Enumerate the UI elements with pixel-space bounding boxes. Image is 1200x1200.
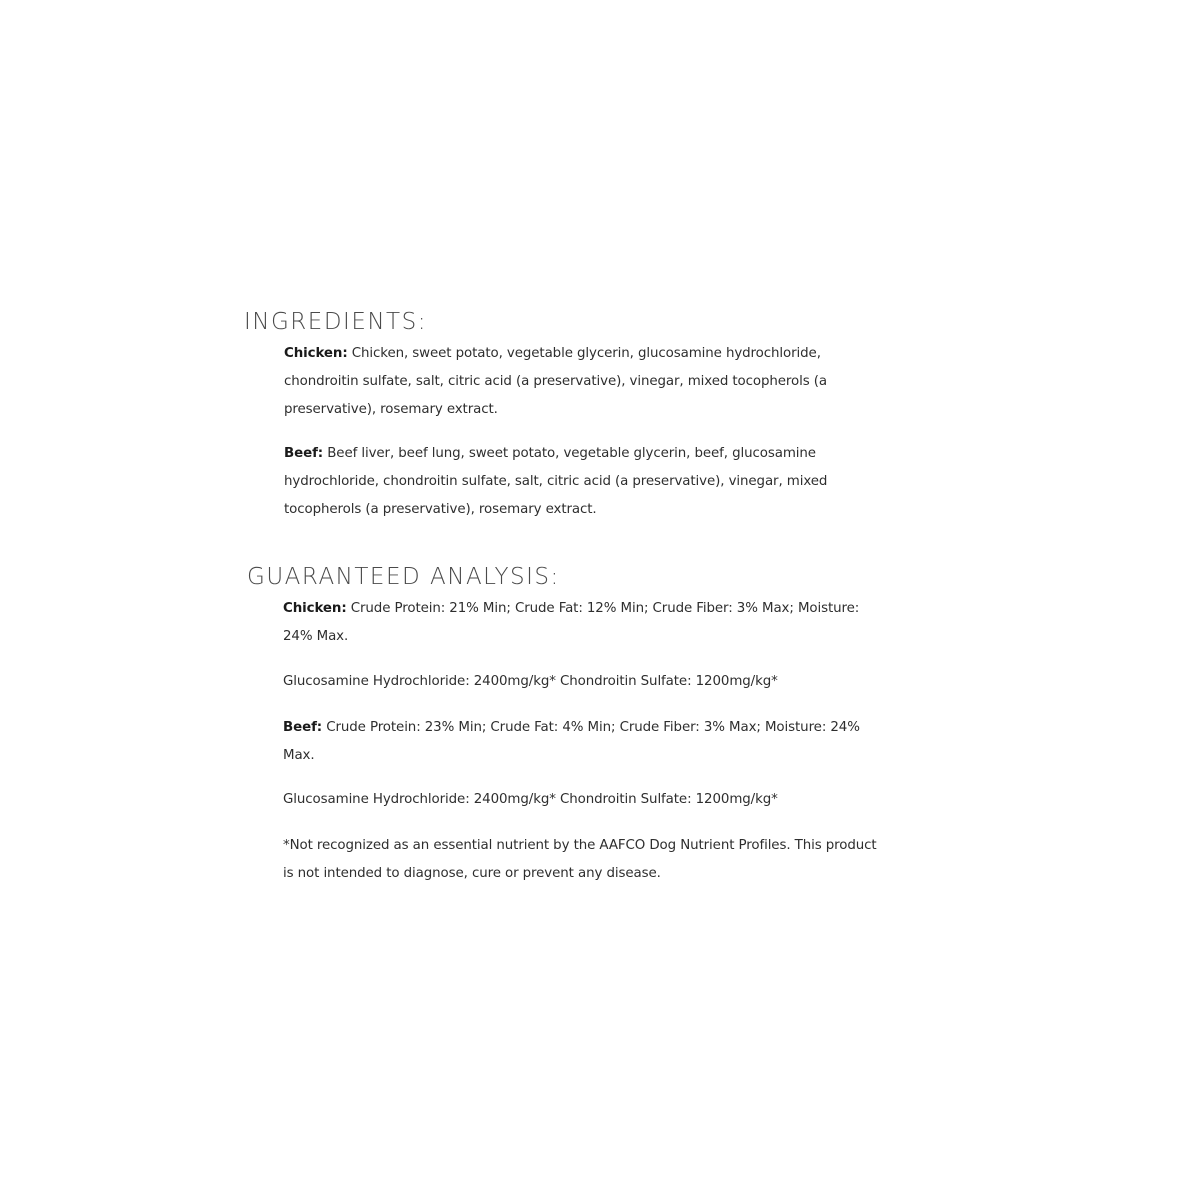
analysis-beef-paragraph: [283, 714, 883, 770]
analysis-chicken-text: Crude Protein: 21% Min; Crude Fat: 12% Min; Crude Fiber: 3% Max; Moisture: 24% Max.: [283, 601, 860, 644]
analysis-beef-glucosamine: Glucosamine Hydrochloride: 2400mg/kg* Chondroitin Sulfate: 1200mg/kg*: [283, 792, 778, 807]
ingredients-chicken-text: Chicken, sweet potato, vegetable glycerin, glucosamine hydrochloride, chondroitin sulfate, salt, citric acid (a preservative), vinegar, mixed tocopherols (a preservative), rosemary extract.: [284, 346, 827, 417]
analysis-chicken-label: Chicken:: [283, 601, 347, 616]
analysis-footnote: *Not recognized as an essential nutrient by the AAFCO Dog Nutrient Profiles. This product is not intended to diagnose, cure or prevent any disease.: [283, 838, 877, 881]
ingredients-heading: INGREDIENTS:: [244, 309, 427, 335]
analysis-beef-text: Crude Protein: 23% Min; Crude Fat: 4% Min; Crude Fiber: 3% Max; Moisture: 24% Max.: [283, 720, 860, 763]
ingredients-beef-text: Beef liver, beef lung, sweet potato, vegetable glycerin, beef, glucosamine hydrochloride, chondroitin sulfate, salt, citric acid (a preservative), vinegar, mixed tocopherols (a preservative), rosemary extract.: [284, 446, 828, 517]
guaranteed-analysis-heading: GUARANTEED ANALYSIS:: [247, 564, 560, 590]
analysis-chicken-paragraph: [283, 595, 873, 651]
analysis-chicken-glucosamine: Glucosamine Hydrochloride: 2400mg/kg* Chondroitin Sulfate: 1200mg/kg*: [283, 674, 778, 689]
ingredients-beef-label: Beef:: [284, 446, 324, 461]
analysis-beef-label: Beef:: [283, 720, 323, 735]
ingredients-chicken-paragraph: [284, 340, 884, 424]
ingredients-chicken-label: Chicken:: [284, 346, 348, 361]
ingredients-beef-paragraph: [284, 440, 884, 524]
